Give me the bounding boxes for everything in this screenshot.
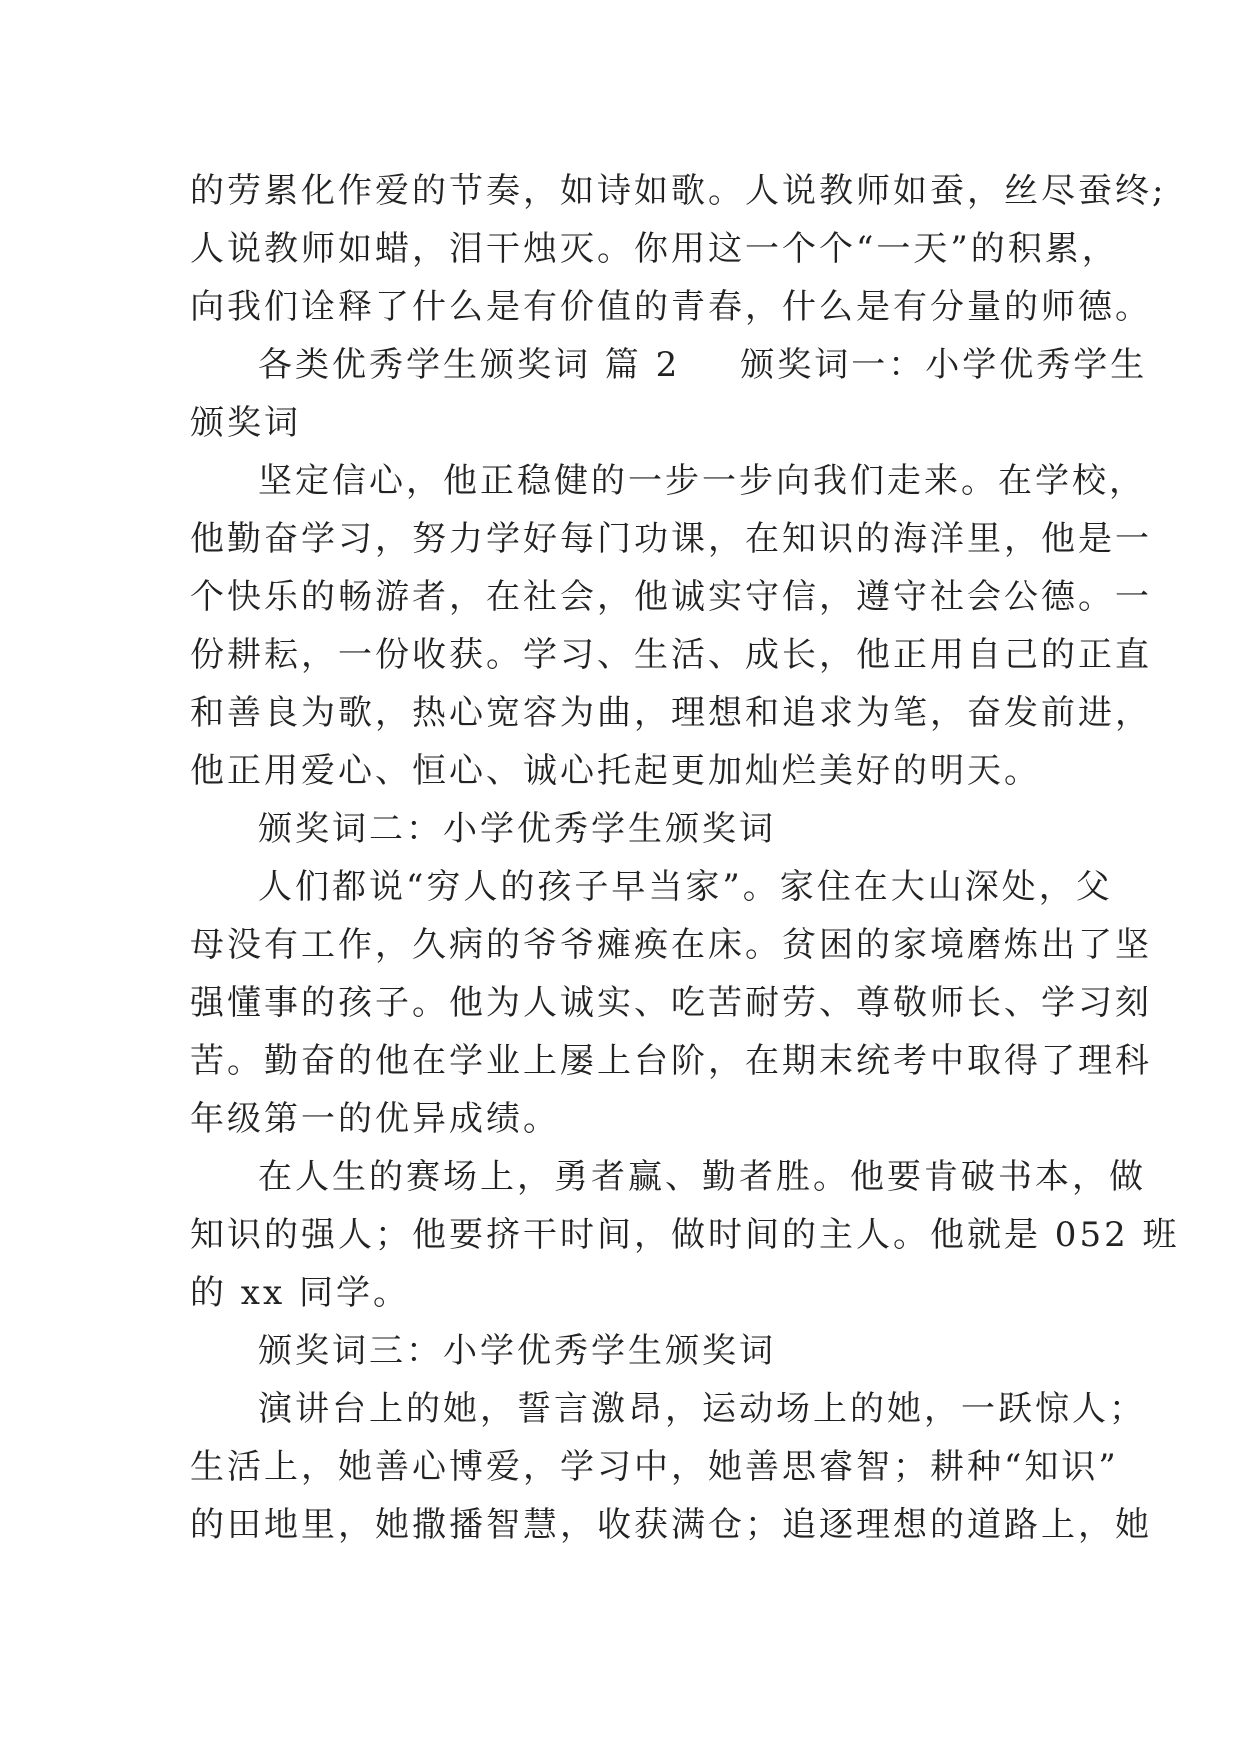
text-line: 的劳累化作爱的节奏，如诗如歌。人说教师如蚕，丝尽蚕终; bbox=[190, 171, 1167, 211]
text-line: 年级第一的优异成绩。 bbox=[190, 1099, 560, 1139]
text-line: 的 xx 同学。 bbox=[190, 1273, 410, 1313]
paragraph-start: 人们都说“穷人的孩子早当家”。家住在大山深处，父 bbox=[258, 867, 1113, 907]
award-heading-2: 颁奖词二：小学优秀学生颁奖词 bbox=[258, 809, 776, 849]
text-line: 母没有工作，久病的爷爷瘫痪在床。贫困的家境磨炼出了坚 bbox=[190, 925, 1152, 965]
paragraph-start: 演讲台上的她，誓言激昂，运动场上的她，一跃惊人； bbox=[258, 1389, 1146, 1429]
text-line: 和善良为歌，热心宽容为曲，理想和追求为笔，奋发前进， bbox=[190, 693, 1152, 733]
text-line: 颁奖词 bbox=[190, 403, 301, 443]
paragraph-start: 坚定信心，他正稳健的一步一步向我们走来。在学校， bbox=[258, 461, 1146, 501]
text-line: 知识的强人；他要挤干时间，做时间的主人。他就是 052 班 bbox=[190, 1215, 1180, 1255]
text-line: 他正用爱心、恒心、诚心托起更加灿烂美好的明天。 bbox=[190, 751, 1041, 791]
text-line: 苦。勤奋的他在学业上屡上台阶，在期末统考中取得了理科 bbox=[190, 1041, 1152, 1081]
award-heading-3: 颁奖词三：小学优秀学生颁奖词 bbox=[258, 1331, 776, 1371]
document-body bbox=[190, 162, 1180, 1554]
section-title: 各类优秀学生颁奖词 篇 2 bbox=[258, 345, 681, 385]
award-heading-1: 颁奖词一：小学优秀学生 bbox=[740, 345, 1148, 385]
text-line: 向我们诠释了什么是有价值的青春，什么是有分量的师德。 bbox=[190, 287, 1152, 327]
text-line: 强懂事的孩子。他为人诚实、吃苦耐劳、尊敬师长、学习刻 bbox=[190, 983, 1152, 1023]
text-line: 生活上，她善心博爱，学习中，她善思睿智；耕种“知识” bbox=[190, 1447, 1119, 1487]
text-line: 的田地里，她撒播智慧，收获满仓；追逐理想的道路上，她 bbox=[190, 1505, 1152, 1545]
text-line: 份耕耘，一份收获。学习、生活、成长，他正用自己的正直 bbox=[190, 635, 1152, 675]
text-line: 他勤奋学习，努力学好每门功课，在知识的海洋里，他是一 bbox=[190, 519, 1152, 559]
text-line: 个快乐的畅游者，在社会，他诚实守信，遵守社会公德。一 bbox=[190, 577, 1152, 617]
paragraph-start: 在人生的赛场上，勇者赢、勤者胜。他要肯破书本，做 bbox=[258, 1157, 1146, 1197]
section-heading bbox=[190, 336, 1148, 394]
text-line: 人说教师如蜡，泪干烛灭。你用这一个个“一天”的积累， bbox=[190, 229, 1119, 269]
